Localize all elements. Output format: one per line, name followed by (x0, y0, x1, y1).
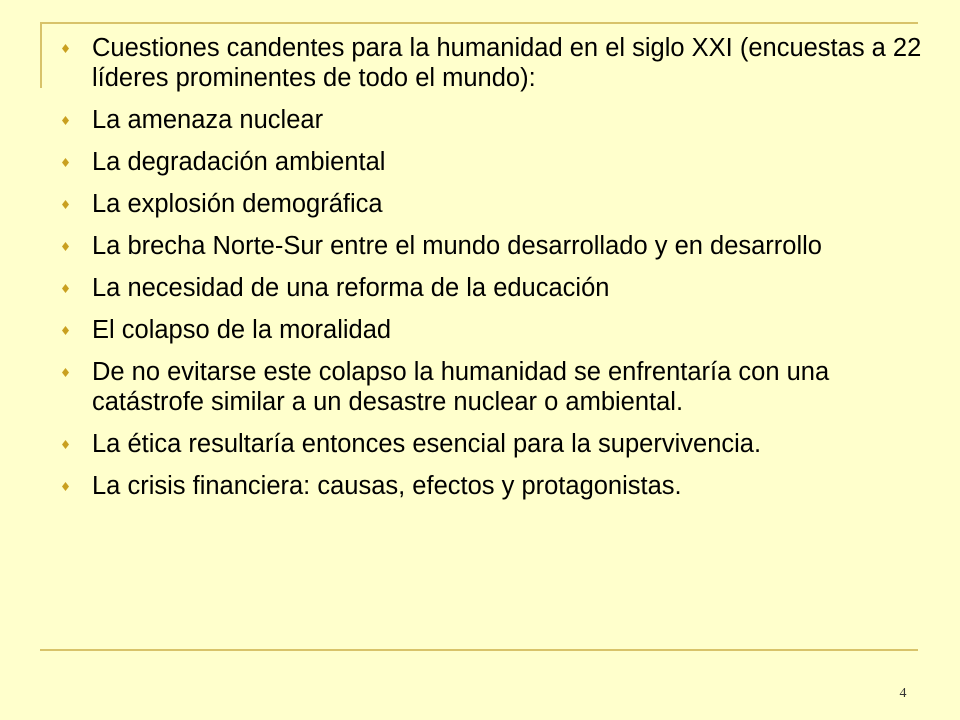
bullet-text: El colapso de la moralidad (92, 316, 392, 344)
diamond-bullet-icon (62, 200, 69, 209)
bullet-text: La brecha Norte-Sur entre el mundo desarrollado y en desarrollo (92, 232, 822, 260)
bullet-item (62, 33, 922, 93)
diamond-bullet-icon (62, 284, 69, 293)
bullet-text: De no evitarse este colapso la humanidad se enfrentaría con una catástrofe similar a un desastre nuclear o ambiental. (92, 358, 830, 416)
bullet-item (62, 189, 922, 219)
bullet-item (62, 429, 922, 459)
bullet-text: La necesidad de una reforma de la educación (92, 274, 610, 302)
bullet-item (62, 357, 922, 417)
bullet-list (62, 33, 922, 513)
bullet-text: Cuestiones candentes para la humanidad en el siglo XXI (encuestas a 22 líderes prominentes de todo el mundo): (92, 34, 922, 92)
bullet-text: La crisis financiera: causas, efectos y protagonistas. (92, 472, 682, 500)
diamond-bullet-icon (62, 482, 69, 491)
top-rule (40, 22, 918, 24)
bullet-item (62, 273, 922, 303)
diamond-bullet-icon (62, 242, 69, 251)
bullet-item (62, 315, 922, 345)
bullet-item (62, 105, 922, 135)
page-number: 4 (899, 686, 907, 701)
bullet-text: La explosión demográfica (92, 190, 383, 218)
diamond-bullet-icon (62, 326, 69, 335)
bullet-text: La amenaza nuclear (92, 106, 324, 134)
diamond-bullet-icon (62, 368, 69, 377)
diamond-bullet-icon (62, 158, 69, 167)
diamond-bullet-icon (62, 116, 69, 125)
bullet-item (62, 231, 922, 261)
bullet-item (62, 147, 922, 177)
bullet-item (62, 471, 922, 501)
bullet-text: La ética resultaría entonces esencial para la supervivencia. (92, 430, 762, 458)
diamond-bullet-icon (62, 440, 69, 449)
left-accent-rule (40, 22, 42, 88)
diamond-bullet-icon (62, 44, 69, 53)
bottom-rule (40, 649, 918, 651)
bullet-text: La degradación ambiental (92, 148, 386, 176)
